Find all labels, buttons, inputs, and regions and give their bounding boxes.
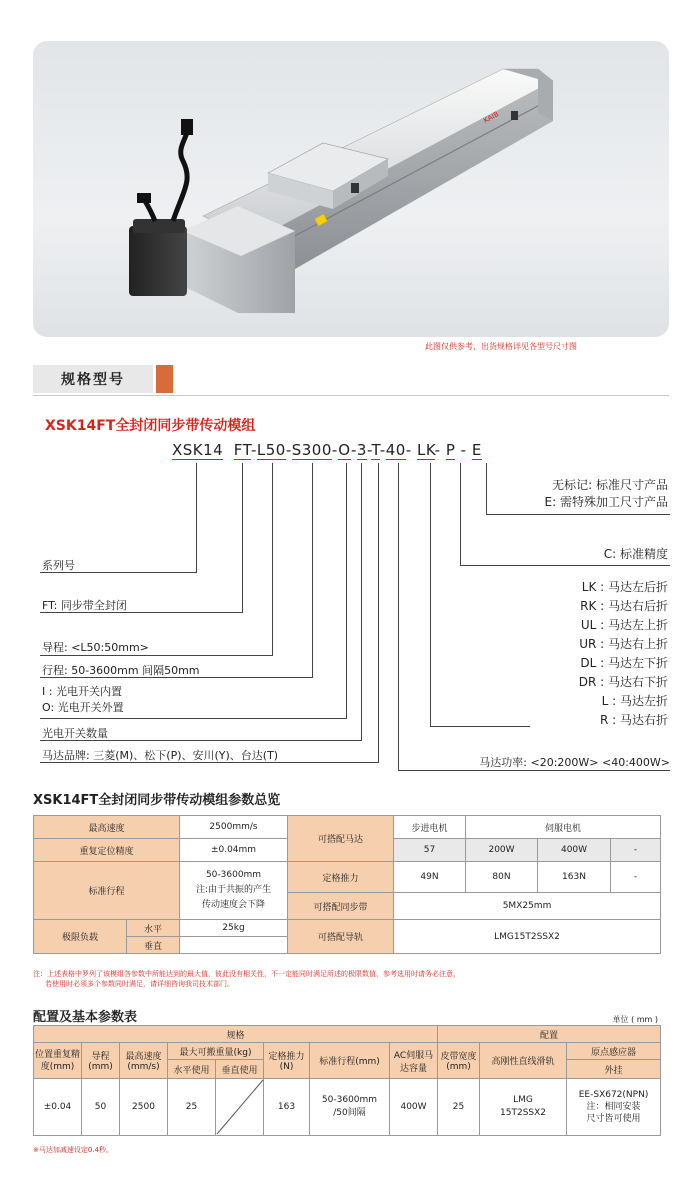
hdr-stroke: 标准行程(mm)	[310, 1043, 390, 1079]
cell-max-speed-label: 最高速度	[34, 816, 180, 839]
section-divider	[33, 395, 669, 396]
code-ft: FT	[233, 441, 251, 459]
cell-load-label: 极限负载	[34, 920, 127, 954]
cell-belt: 5MX25mm	[394, 893, 661, 920]
val-thrust: 163	[264, 1079, 310, 1136]
cell-servo: 伺服电机	[466, 816, 661, 839]
hdr-thrust: 定格推力(N)	[264, 1043, 310, 1079]
hdr-payload: 最大可搬重量(kg)	[168, 1043, 264, 1060]
product-title: XSK14FT全封闭同步带传动模组	[45, 418, 256, 434]
cell-thrust-label: 定格推力	[288, 862, 394, 893]
val-stroke	[310, 1079, 390, 1136]
section-title: 规格型号	[33, 365, 156, 393]
label-motor-brand: 马达品牌: 三菱(M)、松下(P)、安川(Y)、台达(T)	[42, 749, 279, 762]
code-series: XSK14	[172, 441, 224, 459]
stroke-value: 50-3600mm	[321, 1095, 378, 1105]
sensor-line: 尺寸皆可使用	[586, 1114, 641, 1124]
label-precision: C: 标准精度	[603, 547, 668, 561]
stroke-line: 50-3600mm	[205, 870, 262, 880]
cell-thrust: -	[611, 862, 661, 893]
hdr-vertical: 垂直使用	[216, 1060, 264, 1079]
val-motor: 400W	[390, 1079, 438, 1136]
linear-module-illustration	[33, 41, 669, 337]
code-sep: -	[250, 441, 257, 459]
cell-stroke-label: 标准行程	[34, 862, 180, 920]
cell-horizontal-label: 水平	[127, 920, 180, 937]
leader-fold-h	[430, 726, 530, 727]
cell-spec-group: 规格	[34, 1026, 438, 1043]
val-horizontal: 25	[168, 1079, 216, 1136]
leader-lead-h	[40, 655, 273, 656]
product-photo	[33, 41, 669, 337]
fold-option: DR : 马达右下折	[578, 675, 668, 689]
code-sep: -	[285, 441, 292, 459]
label-series: 系列号	[42, 559, 75, 572]
hdr-speed: 最高速度(mm/s)	[120, 1043, 168, 1079]
code-precision: P	[445, 441, 456, 459]
cell-horizontal: 25kg	[180, 920, 288, 937]
leader-motor-brand	[378, 463, 379, 763]
cell-vertical	[180, 937, 288, 954]
leader-lead	[272, 463, 273, 656]
fold-option: UR : 马达右上折	[579, 637, 668, 651]
leader-ft	[242, 463, 243, 613]
overview-footnote: 若使用时必须多个参数同时满足，请详细咨询我司技术部门。	[45, 980, 234, 988]
leader-size-h	[486, 514, 670, 515]
code-sep: -	[379, 441, 386, 459]
label-e-mark: E: 需特殊加工尺寸产品	[544, 495, 668, 509]
label-lead: 导程: <L50:50mm>	[42, 641, 149, 654]
val-repeat: ±0.04	[34, 1079, 82, 1136]
label-switch-count: 光电开关数量	[42, 727, 108, 740]
fold-option: R : 马达右折	[599, 713, 668, 727]
label-motor-power: 马达功率: <20:200W> <40:400W>	[479, 756, 670, 769]
overview-table	[33, 815, 661, 954]
leader-switch	[346, 463, 347, 719]
cell-config-group: 配置	[438, 1026, 661, 1043]
brand-logo: KAIB	[482, 110, 501, 125]
code-size: E	[471, 441, 482, 459]
hdr-mount: 外挂	[567, 1060, 661, 1079]
code-lead: L50	[256, 441, 286, 459]
overview-footnote: 注：上述表格中罗列了该模组各参数中所能达到的最大值，彼此没有相关性，不一定能同时满足所述的极限数值，参考选用时请务必注意，	[33, 970, 460, 978]
val-lead: 50	[82, 1079, 120, 1136]
hdr-rail: 高刚性直线滑轨	[480, 1043, 567, 1079]
config-footnote: ※马达加减速设定0.4秒。	[33, 1146, 113, 1154]
val-rail	[480, 1079, 567, 1136]
unit-label: 单位 ( mm )	[612, 1015, 658, 1024]
code-switch: O	[338, 441, 351, 459]
fold-option-list	[579, 578, 668, 730]
stroke-line: 传动速度会下降	[202, 900, 266, 910]
fold-option: DL : 马达左下折	[580, 656, 668, 670]
code-sep: -	[405, 441, 412, 459]
rail-line: LMG	[513, 1095, 533, 1105]
hdr-sensor: 原点感应器	[567, 1043, 661, 1060]
code-stroke: S300	[291, 441, 332, 459]
code-sep: -	[331, 441, 339, 459]
label-stroke: 行程: 50-3600mm 间隔50mm	[42, 664, 200, 677]
label-no-mark: 无标记: 标准尺寸产品	[552, 478, 668, 492]
cell-vertical-label: 垂直	[127, 937, 180, 954]
cell-stroke	[180, 862, 288, 920]
hdr-horizontal: 水平使用	[168, 1060, 216, 1079]
code-sep: -	[460, 441, 467, 459]
leader-switch-count	[361, 463, 362, 741]
cell-thrust: 163N	[538, 862, 611, 893]
hdr-motor: AC伺服马达容量	[390, 1043, 438, 1079]
cell-motor-spec: 57	[394, 839, 466, 862]
fold-option: LK : 马达左后折	[581, 580, 668, 594]
photo-disclaimer: 此图仅供参考，出货规格详见各型号尺寸图	[425, 342, 577, 351]
leader-series	[196, 463, 197, 573]
config-title: 配置及基本参数表	[33, 1010, 138, 1025]
stroke-interval: /50间隔	[333, 1108, 366, 1118]
rail-line: 15T2SSX2	[500, 1108, 547, 1118]
val-speed: 2500	[120, 1079, 168, 1136]
sensor-line: 注：相同安装	[586, 1102, 641, 1112]
leader-fold	[430, 463, 431, 727]
code-fold: LK	[417, 441, 435, 459]
stroke-line: 注:由于共振的产生	[195, 885, 272, 895]
fold-option: UL : 马达左上折	[580, 618, 668, 632]
cell-thrust: 80N	[466, 862, 538, 893]
cell-motor-spec: 200W	[466, 839, 538, 862]
leader-precision-h	[460, 565, 670, 566]
leader-switch-h	[40, 718, 347, 719]
hdr-belt-width: 皮带宽度(mm)	[438, 1043, 480, 1079]
diagonal-slash	[216, 1079, 264, 1135]
code-switch-count: 3	[356, 441, 367, 459]
cell-motor-spec: 400W	[538, 839, 611, 862]
overview-title: XSK14FT全封闭同步带传动模组参数总览	[33, 793, 281, 808]
cell-motor-spec: -	[611, 839, 661, 862]
hdr-repeat: 位置重复精度(mm)	[34, 1043, 82, 1079]
val-sensor	[567, 1079, 661, 1136]
leader-stroke	[312, 463, 313, 678]
leader-precision	[460, 463, 461, 566]
fold-option: RK : 马达右后折	[580, 599, 668, 613]
model-code	[172, 441, 482, 459]
label-switch-out: O: 光电开关外置	[42, 701, 124, 714]
code-motor-brand: T	[371, 441, 380, 459]
hdr-lead: 导程(mm)	[82, 1043, 120, 1079]
cell-belt-label: 可搭配同步带	[288, 893, 394, 920]
code-sep: -	[350, 441, 357, 459]
cell-thrust: 49N	[394, 862, 466, 893]
fold-option: L : 马达左折	[601, 694, 668, 708]
cell-rail-label: 可搭配导轨	[288, 920, 394, 954]
sensor-line: EE-SX672(NPN)	[578, 1090, 649, 1100]
config-table	[33, 1025, 661, 1136]
leader-motor-power	[398, 463, 399, 771]
cell-rail: LMG15T2SSX2	[394, 920, 661, 954]
cell-motor-label: 可搭配马达	[288, 816, 394, 862]
section-header	[33, 365, 173, 393]
label-switch-in: I : 光电开关内置	[42, 685, 122, 698]
cell-repeat-label: 重复定位精度	[34, 839, 180, 862]
label-ft: FT: 同步带全封闭	[42, 599, 127, 612]
val-belt-width: 25	[438, 1079, 480, 1136]
code-sep: -	[366, 441, 372, 459]
leader-motor-power-h	[398, 770, 670, 771]
leader-size	[486, 463, 487, 515]
cell-repeat: ±0.04mm	[180, 839, 288, 862]
val-vertical	[216, 1079, 264, 1136]
cell-max-speed: 2500mm/s	[180, 816, 288, 839]
code-motor-power: 40	[385, 441, 406, 459]
code-sep: -	[434, 441, 441, 459]
cell-stepper: 步进电机	[394, 816, 466, 839]
